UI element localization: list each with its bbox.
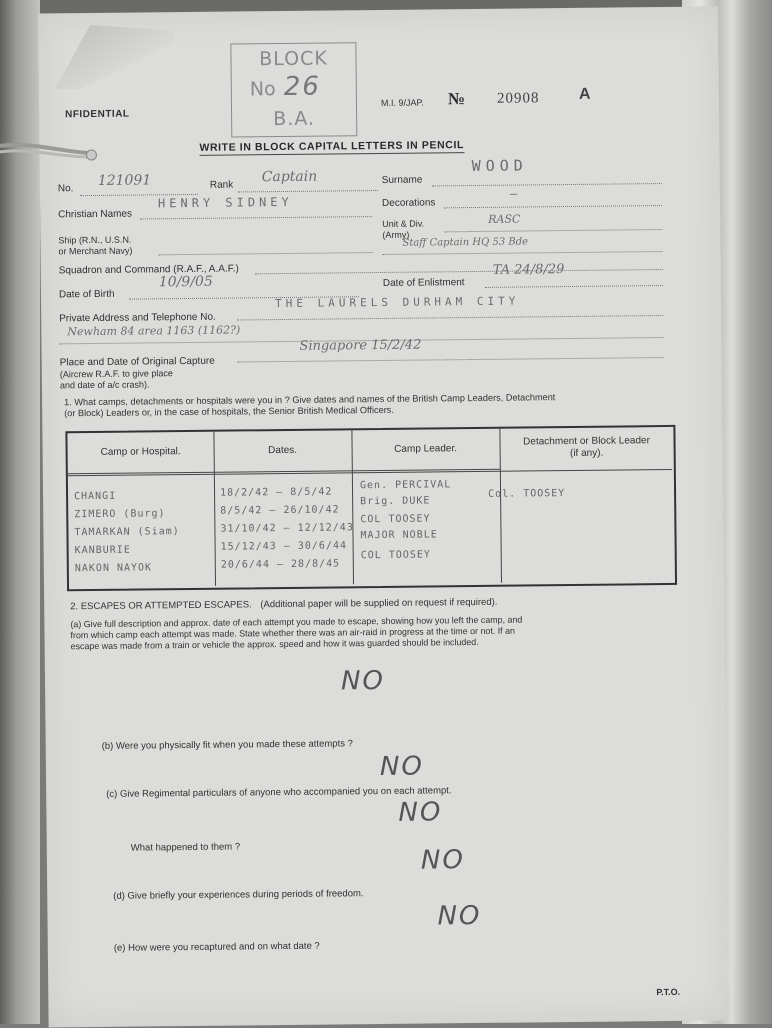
cell-dates: 31/10/42 – 12/12/43 [220, 522, 354, 535]
enlistment-label: Date of Enlistment [382, 277, 465, 289]
section2-d: (d) Give briefly your experiences during periods of freedom. [113, 888, 364, 902]
dob-label: Date of Birth [58, 288, 115, 301]
cell-camp: CHANGI [74, 490, 117, 503]
enlistment-line [485, 285, 663, 288]
cell-detachment: Col. TOOSEY [488, 488, 566, 500]
rank-value: Captain [261, 168, 318, 186]
cell-leader: MAJOR NOBLE [360, 529, 438, 542]
capture-label-3: and date of a/c crash). [59, 379, 150, 391]
col-header-leader: Camp Leader. [394, 443, 458, 455]
cell-camp: ZIMERO (Burg) [74, 508, 166, 521]
form-reference: M.I. 9/JAP. [380, 97, 424, 108]
cell-dates: 18/2/42 – 8/5/42 [219, 486, 333, 499]
section2-a-line-3: escape was made from a train or vehicle the approx. speed and how it was guarded should be included. [70, 636, 479, 652]
section1-question-1: 1. What camps, detachments or hospitals were you in ? Give dates and names of the British Camp Leaders, Detachment [64, 392, 556, 408]
unit-line [444, 229, 662, 232]
section2-title-text: 2. ESCAPES OR ATTEMPTED ESCAPES. [70, 599, 252, 613]
stamp-block-text: BLOCK [259, 47, 328, 71]
cell-leader: COL TOOSEY [360, 549, 431, 562]
enlistment-value: TA 24/8/29 [492, 262, 565, 278]
section2-a-line-2: from which camp each attempt was made. State whether there was an air-raid in progress at the time or not. If an [70, 625, 516, 641]
christian-names-value: HENRY SIDNEY [157, 194, 293, 211]
ship-label-2: or Merchant Navy) [58, 245, 133, 257]
pto-label: P.T.O. [656, 986, 681, 998]
instruction-heading: WRITE IN BLOCK CAPITAL LETTERS IN PENCIL [199, 139, 465, 154]
col-header-dates: Dates. [268, 444, 298, 457]
cell-leader: Gen. PERCIVAL [359, 479, 452, 492]
section2-d-answer: NO [437, 900, 482, 932]
christian-names-label: Christian Names [58, 208, 133, 221]
squadron-label: Squadron and Command (R.A.F., A.A.F.) [58, 263, 239, 277]
document-page [38, 6, 729, 1027]
section2-title-note: (Additional paper will be supplied on request if required). [260, 596, 498, 611]
address-line [237, 315, 663, 320]
no-value: 121091 [97, 172, 152, 189]
cell-dates: 8/5/42 – 26/10/42 [220, 504, 340, 517]
form-suffix: A [578, 85, 591, 103]
unit-label-1: Unit & Div. [382, 218, 425, 229]
address-value: THE LAURELS DURHAM CITY [275, 294, 520, 311]
unit-value-2: Staff Captain HQ 53 Bde [402, 236, 529, 249]
section2-e: (e) How were you recaptured and on what date ? [113, 940, 320, 954]
decorations-line [444, 205, 662, 208]
folded-corner [54, 24, 175, 89]
cell-camp: TAMARKAN (Siam) [74, 526, 180, 539]
unit-value-1: RASC [488, 212, 521, 226]
section2-c2-answer: NO [420, 845, 465, 876]
rank-label: Rank [209, 179, 234, 191]
stamp-ba-text: B.A. [273, 107, 316, 131]
surname-line [432, 183, 662, 186]
capture-value: Singapore 15/2/42 [299, 337, 422, 354]
string-tag-icon [0, 131, 130, 166]
decorations-label: Decorations [381, 197, 436, 209]
cell-dates: 20/6/44 – 28/8/45 [220, 558, 341, 571]
confidential-label: NFIDENTIAL [65, 108, 130, 121]
number-prefix: № [447, 89, 466, 109]
section2-a-answer: NO [340, 665, 386, 697]
section2-b: (b) Were you physically fit when you made these attempts ? [101, 738, 353, 752]
surname-value: WOOD [471, 156, 528, 176]
col-header-detachment: Detachment or Block Leader (if any). [523, 435, 650, 460]
rank-line [238, 190, 378, 192]
form-number: 20908 [496, 90, 540, 107]
section2-b-answer: NO [379, 751, 425, 783]
dob-value: 10/9/05 [158, 273, 213, 291]
cell-leader: COL TOOSEY [360, 513, 431, 526]
block-stamp [230, 42, 357, 137]
section2-c2: What happened to them ? [130, 841, 241, 854]
section1-question-2: (or Block) Leaders or, in the case of hospitals, the Senior British Medical Officers. [64, 404, 394, 419]
col-header-camp: Camp or Hospital. [100, 446, 181, 458]
christian-names-line [140, 216, 372, 219]
cell-camp: KANBURIE [74, 544, 131, 557]
section2-title [70, 597, 497, 612]
squadron-line [255, 269, 663, 274]
unit-label-2: (Army) [382, 229, 410, 240]
cell-leader: Brig. DUKE [360, 495, 431, 508]
surname-label: Surname [381, 174, 423, 186]
ship-label-1: Ship (R.N., U.S.N. [58, 234, 132, 246]
section2-c: (c) Give Regimental particulars of anyone who accompanied you on each attempt. [106, 785, 452, 800]
ship-line [159, 252, 373, 255]
no-label: No. [57, 183, 74, 195]
section2-c-answer: NO [398, 797, 443, 828]
cell-camp: NAKON NAYOK [74, 562, 153, 575]
decorations-value: — [509, 186, 520, 201]
camps-table [65, 425, 677, 591]
section2-a-line-1: (a) Give full description and approx. date of each attempt you made to escape, showing how you left the camp, and [70, 614, 523, 630]
address-value-2: Newham 84 area 1163 (1162?) [67, 323, 241, 339]
stamp-number: 26 [283, 71, 322, 102]
capture-label-2: (Aircrew R.A.F. to give place [59, 368, 173, 380]
capture-line [238, 357, 664, 362]
cell-dates: 15/12/43 – 30/6/44 [220, 540, 348, 553]
capture-label-1: Place and Date of Original Capture [59, 355, 215, 369]
address-label: Private Address and Telephone No. [59, 311, 216, 325]
unit-line-2 [383, 251, 663, 255]
stamp-no-text: No [249, 78, 276, 101]
